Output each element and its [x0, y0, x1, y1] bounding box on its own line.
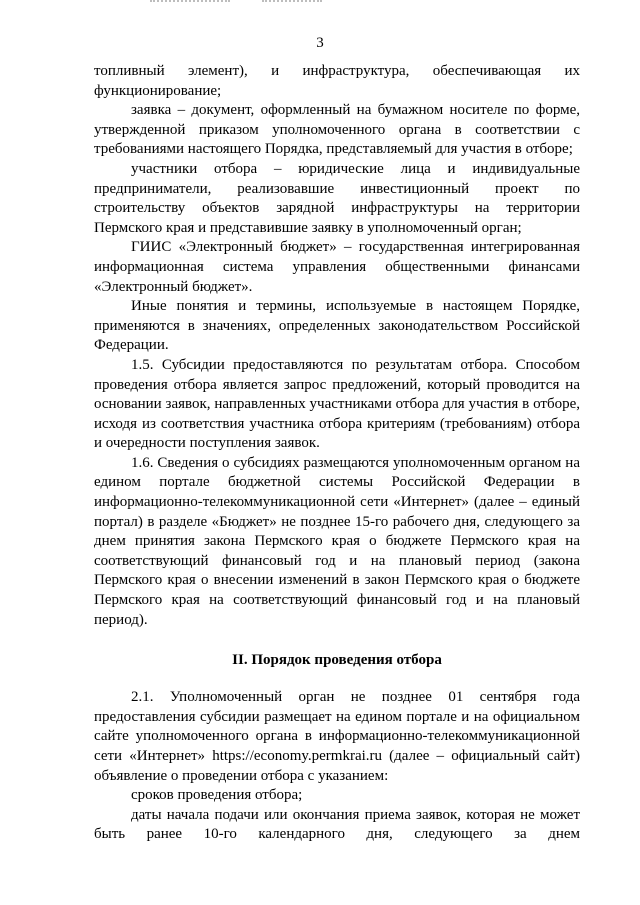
paragraph: заявка – документ, оформленный на бумажном носителе по форме, утвержденной приказом уполномоченного органа в соответствии с требованиями настоящего Порядка, представляемый для участия в отборе; — [94, 102, 580, 158]
section-heading: II. Порядок проведения отбора — [232, 652, 442, 669]
scan-artifact — [150, 0, 230, 4]
paragraph: 1.6. Сведения о субсидиях размещаются уполномоченным органом на едином портале бюджетной системы Российской Федерации в информационно-телекоммуникационной сети «Интернет» (далее – единый портал) в разделе «Бюджет» не позднее 15-го рабочего дня, следующего за днем принятия закона Пермского края о бюджете Пермского края на соответствующий финансовый год и на плановый период (закона Пермского края о внесении изменений в закон Пермского края о бюджете Пермского края на соответствующий финансовый год и на плановый период). — [94, 454, 580, 628]
document-body — [94, 62, 580, 845]
paragraph: Иные понятия и термины, используемые в настоящем Порядке, применяются в значениях, определенных законодательством Российской Федерации. — [94, 298, 580, 354]
page-number: 3 — [316, 35, 324, 51]
scan-artifact — [262, 0, 322, 4]
paragraph: участники отбора – юридические лица и индивидуальные предприниматели, реализовавшие инвестиционный проект по строительству объектов зарядной инфраструктуры на территории Пермского края и представившие заявку в уполномоченный орган; — [94, 160, 580, 236]
paragraph: 1.5. Субсидии предоставляются по результатам отбора. Способом проведения отбора является запрос предложений, который проводится на основании заявок, направленных участниками отбора для участия в отборе, исходя из соответствия участника отбора критериям (требованиям) отбора и очередности поступления заявок. — [94, 356, 580, 452]
paragraph: 2.1. Уполномоченный орган не позднее 01 сентября года предоставления субсидии размещает на едином портале и на официальном сайте уполномоченного органа в информационно-телекоммуникационной сети «Интернет» https://economy.permkrai.ru (далее – официальный сайт) объявление о проведении отбора с указанием: — [94, 689, 580, 784]
paragraph: даты начала подачи или окончания приема заявок, которая не может быть ранее 10-го календарного дня, следующего за днем — [94, 806, 580, 843]
paragraph: топливный элемент), и инфраструктура, обеспечивающая их функционирование; — [94, 63, 580, 99]
paragraph: ГИИС «Электронный бюджет» – государственная интегрированная информационная система управления общественными финансами «Электронный бюджет». — [94, 239, 580, 295]
paragraph: сроков проведения отбора; — [131, 787, 303, 804]
